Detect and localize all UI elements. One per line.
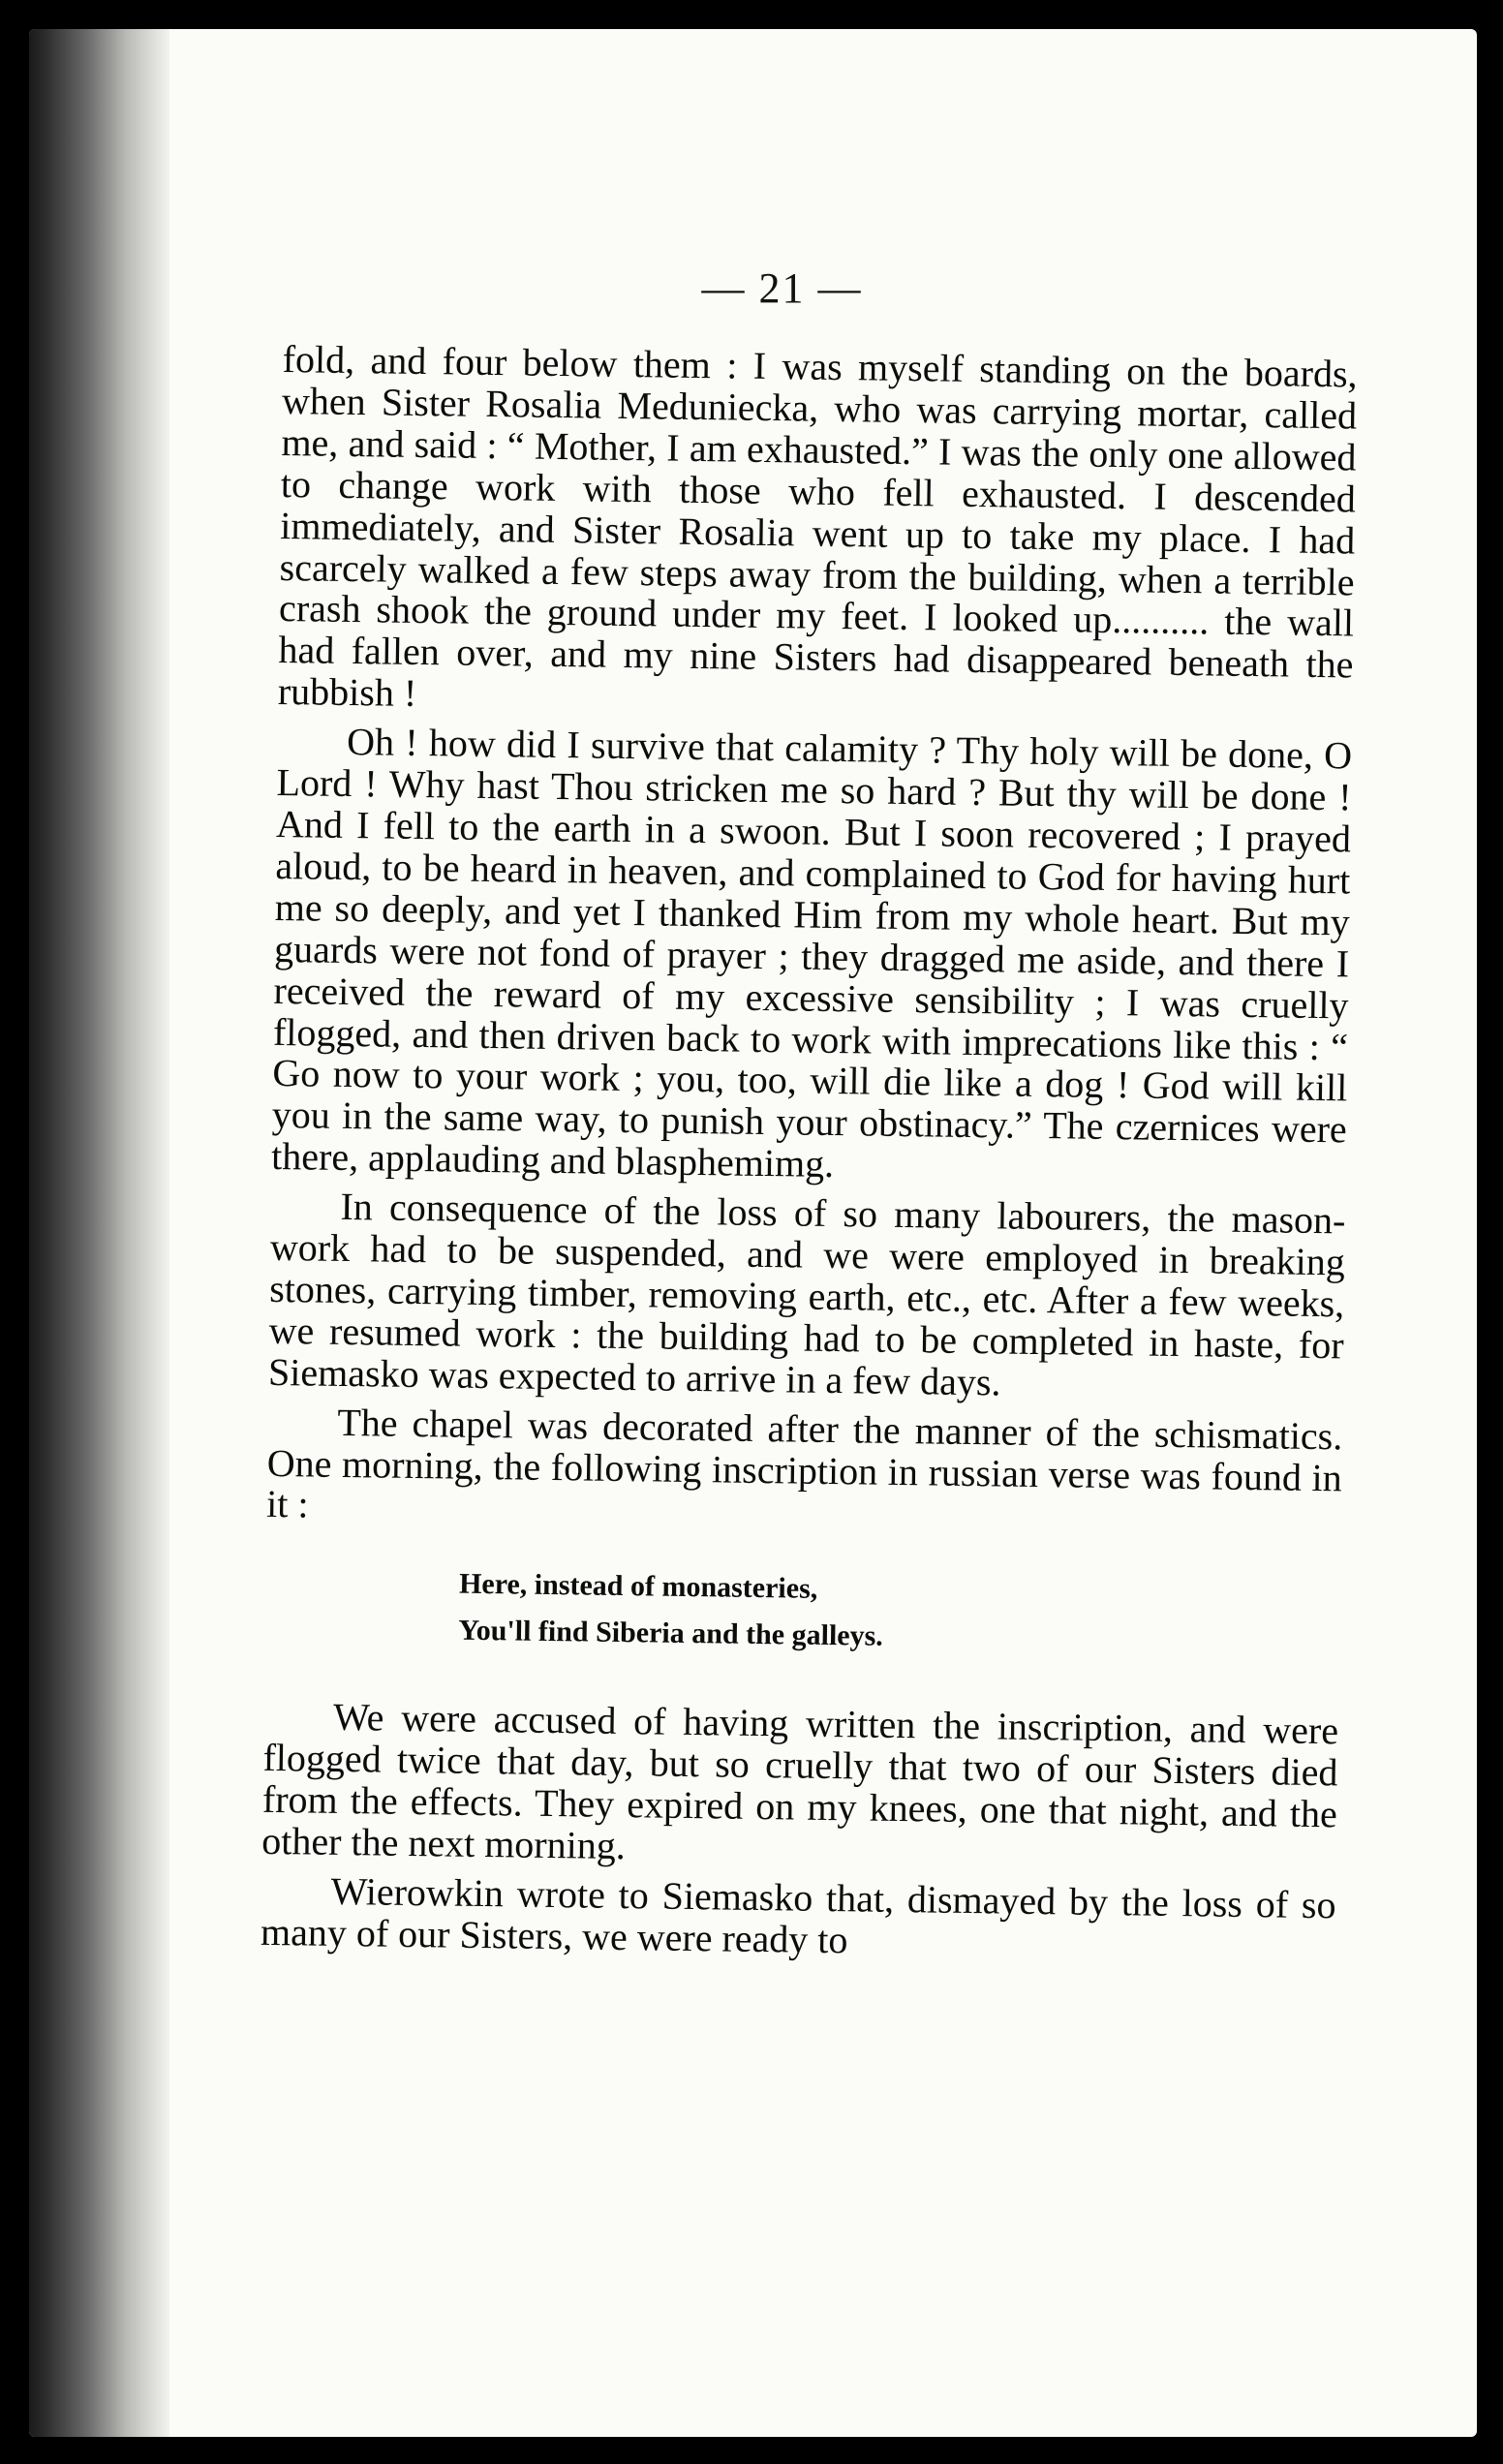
- paragraph-5: We were accused of having written the inscription, and were flogged twice that day, but so cruelly that two of our Sisters died from the effects. They expired on my knees, one that night, and the other the next morning.: [261, 1695, 1339, 1868]
- verse-inscription: [264, 1558, 1340, 1666]
- paragraph-3: In consequence of the loss of so many labourers, the mason-work had to be suspended, and we were employed in breaking stones, carrying timber, removing earth, etc., etc. After a few weeks, we resumed work : the building had to be completed in haste, for Siemasko was expected to arrive in a few days.: [267, 1185, 1346, 1404]
- book-gutter-shadow: [29, 29, 169, 2437]
- paragraph-1: fold, and four below them : I was myself standing on the boards, when Sister Rosalia Meduniecka, who was carrying mortar, called me, and said : “ Mother, I am exhausted.” I was the only one allowed to change work with those who fell exhausted. I descended immediately, and Sister Rosalia went up to take my place. I had scarcely walked a few steps away from the building, when a terrible crash shook the ground under my feet. I looked up.......... the wall had fallen over, and my nine Sisters had disappeared beneath the rubbish !: [277, 337, 1358, 716]
- verse-line-1: Here, instead of monasteries,: [458, 1568, 818, 1606]
- body-text: [261, 339, 1358, 1976]
- page-number: — 21 —: [701, 264, 863, 312]
- paragraph-2: Oh ! how did I survive that calamity ? Thy holy will be done, O Lord ! Why hast Thou stricken me so hard ? But thy will be done ! And I fell to the earth in a swoon. But I soon recovered ; I prayed aloud, to be heard in heaven, and complained to God for having hurt me so deeply, and yet I thanked Him from my whole heart. But my guards were not fond of prayer ; they dragged me aside, and there I received the reward of my excessive sensibility ; I was cruelly flogged, and then driven back to work with imprecations like this : “ Go now to your work ; you, too, will die like a dog ! God will kill you in the same way, to punish your obstinacy.” The czernices were there, applauding and blasphemimg.: [270, 720, 1353, 1186]
- paragraph-6: Wierowkin wrote to Siemasko that, dismayed by the loss of so many of our Sisters, we were ready to: [260, 1868, 1336, 1962]
- book-page: [29, 29, 1477, 2437]
- paragraph-4: The chapel was decorated after the manner of the schismatics. One morning, the following inscription in russian verse was found in it :: [265, 1400, 1343, 1526]
- verse-line-2: You'll find Siberia and the galleys.: [458, 1615, 884, 1653]
